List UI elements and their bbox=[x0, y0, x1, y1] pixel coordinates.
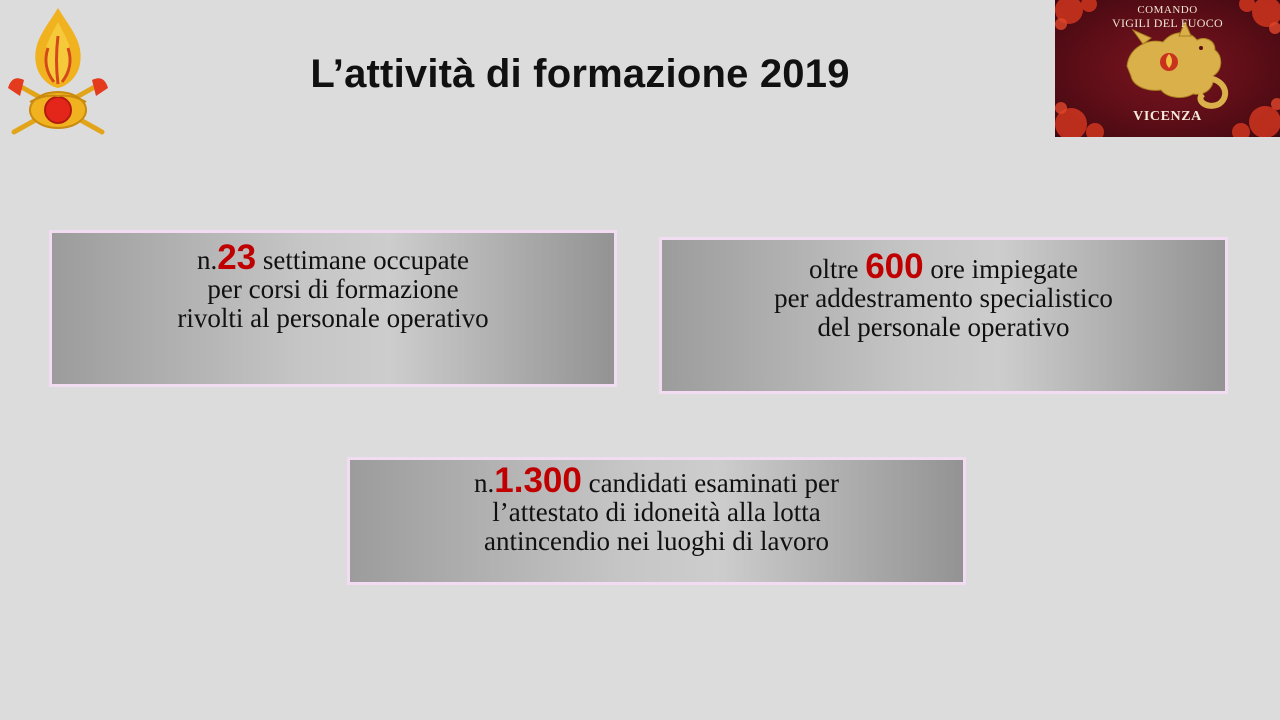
stat-prefix: n. bbox=[196, 245, 218, 275]
page-title: L’attività di formazione 2019 bbox=[310, 52, 850, 96]
stat-line-3: antincendio nei luoghi di lavoro bbox=[484, 526, 829, 556]
stat-line-3: rivolti al personale operativo bbox=[177, 303, 489, 333]
stat-prefix: oltre bbox=[808, 254, 866, 284]
banner-city: VICENZA bbox=[1133, 109, 1202, 124]
stat-box-weeks bbox=[49, 230, 617, 387]
stat-line-1 bbox=[350, 461, 963, 500]
stat-line-2: per corsi di formazione bbox=[207, 274, 459, 304]
fire-brigade-emblem-icon bbox=[2, 2, 114, 138]
stat-box-hours bbox=[659, 237, 1228, 394]
stat-line-1 bbox=[52, 238, 614, 277]
stat-number: 23 bbox=[217, 238, 257, 277]
stat-number: 600 bbox=[865, 247, 924, 286]
stat-box-candidates bbox=[347, 457, 966, 585]
stat-prefix: n. bbox=[474, 468, 495, 498]
stat-text: candidati esaminati per bbox=[581, 468, 839, 498]
stat-text: settimane occupate bbox=[256, 245, 470, 275]
stat-text: ore impiegate bbox=[923, 254, 1079, 284]
vicenza-dragon-banner-icon bbox=[1055, 0, 1280, 137]
banner-line2: VIGILI DEL FUOCO bbox=[1111, 16, 1223, 30]
stat-line-2: l’attestato di idoneità alla lotta bbox=[492, 497, 821, 527]
stat-line-2: per addestramento specialistico bbox=[774, 283, 1113, 313]
stat-line-3: del personale operativo bbox=[817, 312, 1070, 342]
stat-line-1 bbox=[662, 247, 1225, 286]
stat-number: 1.300 bbox=[494, 461, 582, 500]
banner-line1: COMANDO bbox=[1137, 4, 1198, 16]
